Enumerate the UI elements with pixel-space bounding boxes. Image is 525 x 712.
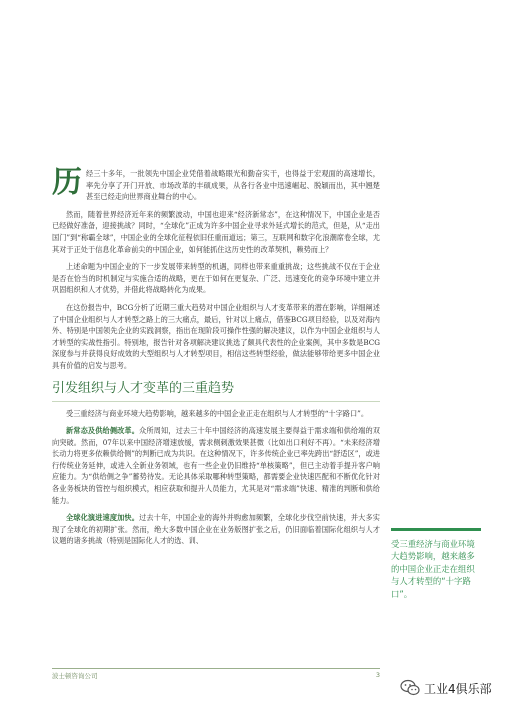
watermark-text: 工业4俱乐部 <box>424 681 492 696</box>
watermark <box>400 676 492 700</box>
paragraph-1-text: 经三十多年，一批领先中国企业凭借着战略眼光和勤奋实干，也得益于宏观面的高速增长，率先分享了开门开放、市场改革的丰硕成果，从各行各业中迅速崛起、脱颖而出，其中翘楚甚至已经走向世界商业舞台的中心。 <box>86 169 380 202</box>
page-number: 3 <box>375 671 380 679</box>
trend-text: 过去十年，中国企业的海外并购愈加频繁，全球化步伐空前快速，并大多实现了全球化的初期扩张。然而，绝大多数中国企业在业务版图扩张之后，仍旧面临着国际化组织与人才议题的诸多挑战（特别是国际化人才的选、训、 <box>52 513 380 546</box>
trend-heading: 全球化演进速度加快。 <box>66 513 140 523</box>
trend-item <box>52 512 380 547</box>
paragraph-4: 在这份报告中，BCG分析了近期三重大趋势对中国企业组织与人才变革带来的潜在影响，详细阐述了中国企业组织与人才转型之路上的三大痛点，最后，针对以上痛点，借鉴BCG项目经验，以及对海内外、特别是中国领先企业的实践洞察，指出在现阶段可操作性强的解决建议，以作为中国企业组织与人才转型的实战性指引。特别地，报告针对各项解决建议挑选了颇具代表性的企业案例，其中多数是BCG深度参与并获得良好成效的大型组织与人才转型项目，相信这些转型经验，做法能够带给更多中国企业具有价值的启发与思考。 <box>52 302 380 370</box>
sidebar-pull-quote: 受三重经济与商业环境大趋势影响，越来越多的中国企业正走在组织与人才转型的“十字路口”。 <box>391 528 481 600</box>
page-footer <box>52 668 380 680</box>
footer-publisher: 波士顿咨询公司 <box>52 672 98 680</box>
lead-paragraph <box>52 165 380 203</box>
body-column <box>52 165 380 553</box>
drop-cap: 历 <box>52 165 82 200</box>
section-intro: 受三重经济与商业环境大趋势影响，越来越多的中国企业正走在组织与人才转型的“十字路口”。 <box>66 408 369 418</box>
trend-heading: 新常态及供给侧改革。 <box>66 426 140 436</box>
section-heading: 引发组织与人才变革的三重趋势 <box>52 380 380 402</box>
paragraph-2: 然而，随着世界经济近年来的频繁波动，中国也迎来“经济新常态”，在这种情况下，中国企业是否已经做好准备，迎接挑战？同时，“全球化”正成为许多中国企业寻求外延式增长的范式，但是，从“走出国门”到“称霸全球”，中国企业的全球化征程依旧任重而道远；第三，互联网和数字化浪潮席卷全球，尤其对于正处于信息化革命前尖的中国企业，如何能抓住这历史性的改革契机，赖势而上？ <box>52 209 380 254</box>
wechat-icon <box>400 679 420 697</box>
trend-text: 众所周知，过去三十年中国经济的高速发展主要得益于需求端和供给端的双向突破。然而，07年以来中国经济增速放缓，需求侧刺激效果甚微（比如出口利好不再）。“未来经济增长动力将更多依赖供给侧”的判断已成为共识。在这种情况下，许多传统企业已率先跨出“舒适区”，或进行传统业务延伸，或进入全新业务领域，也有一些企业仍旧维持“单核策略”，但已主动着手提升客户响应能力。为“供给侧之争”蓄势待发。无论具体采取哪种转型策略，都需要企业快速匹配和不断优化针对各业务板块的管控与组织模式，相应获取和提升人员能力，尤其是对“需求端”快速、精准的判断和供给能力。 <box>52 426 380 505</box>
trend-item <box>52 425 380 506</box>
paragraph-3: 上述命题为中国企业的下一步发展带来转型的机遇，同样也带来重重挑战；这些挑战不仅在于企业是否在恰当的时机制定与实施合适的战略，更在于如何在更复杂、广泛、迅速变化的竞争环境中建立并巩固组织和人才优势，并借此将战略转化为成果。 <box>52 262 380 295</box>
